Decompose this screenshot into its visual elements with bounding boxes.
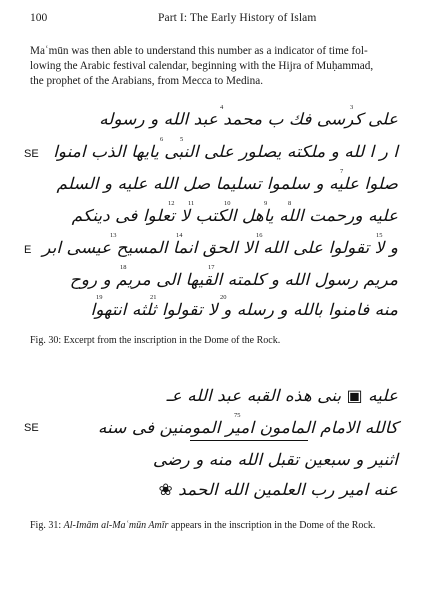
verse-number: 21: [150, 294, 157, 301]
intro-line: lowing the Arabic festival calendar, beginning with the Hijra of Muḥammad,: [30, 60, 374, 73]
intro-line: Maʿmūn was then able to understand this number as a indicator of time fol-: [30, 45, 368, 57]
page-number: 100: [30, 12, 48, 24]
figure-30-caption: Fig. 30: Excerpt from the inscription in the Dome of the Rock.: [30, 335, 281, 346]
margin-mark-se: SE: [24, 422, 39, 434]
inscription-line: عليه ورحمت الله ياهل الكتب لا تعلوا فى دينكم: [71, 206, 398, 226]
verse-number: 8: [288, 200, 292, 207]
inscription-line: عليه ▣ بنى هذه القبه عبد الله عـ: [166, 386, 398, 406]
inscription-line: ا ر ا لله و ملكته يصلور على النبى يايها الذب امنوا: [53, 142, 398, 162]
caption-prefix: Fig. 31:: [30, 520, 64, 531]
highlight-underline: [190, 440, 308, 441]
verse-number: 16: [256, 232, 263, 239]
margin-mark-se: SE: [24, 148, 39, 160]
verse-number: 5: [180, 136, 184, 143]
figure-30-inscription: [20, 102, 410, 324]
margin-mark-e: E: [24, 244, 32, 256]
verse-number: 15: [376, 232, 383, 239]
verse-number: 11: [188, 200, 195, 207]
verse-number: 75: [234, 412, 241, 419]
verse-number: 4: [220, 104, 224, 111]
figure-31-inscription: [20, 364, 410, 508]
running-head: Part I: The Early History of Islam: [158, 12, 317, 24]
caption-suffix: appears in the inscription in the Dome of the Rock.: [168, 520, 376, 531]
inscription-line: صلوا عليه و سلموا تسليما صل الله عليه و السلم: [56, 174, 398, 194]
caption-italic-name: Al-Imām al-Maʿmūn Amīr: [63, 520, 169, 531]
verse-number: 12: [168, 200, 175, 207]
inscription-line: على كرسى فك ب محمد عبد الله و رسوله: [99, 110, 398, 130]
verse-number: 10: [224, 200, 231, 207]
inscription-line: منه فامنوا بالله و رسله و لا تقولوا ثلثه انتهوا: [90, 300, 398, 320]
verse-number: 14: [176, 232, 183, 239]
inscription-line: مريم رسول الله و كلمته القيها الى مريم و روح: [69, 270, 398, 290]
intro-paragraph: [30, 44, 402, 90]
verse-number: 7: [340, 168, 344, 175]
figure-31-caption: [30, 520, 375, 531]
inscription-line: عنه امير رب العلمين الله الحمد ❀: [158, 480, 398, 500]
verse-number: 17: [208, 264, 215, 271]
verse-number: 6: [160, 136, 164, 143]
inscription-line: اثنير و سبعين تقبل الله منه و رضى: [152, 450, 398, 470]
verse-number: 19: [96, 294, 103, 301]
verse-number: 9: [264, 200, 268, 207]
intro-line: the prophet of the Arabians, from Mecca to Medina.: [30, 75, 263, 88]
verse-number: 13: [110, 232, 117, 239]
page-header: [30, 12, 400, 28]
verse-number: 20: [220, 294, 227, 301]
verse-number: 3: [350, 104, 354, 111]
verse-number: 18: [120, 264, 127, 271]
inscription-line: و لا تقولوا على الله الا الحق انما المسيح عيسى ابر: [42, 238, 398, 258]
inscription-line: كالله الامام المامون امير المومنين فى سنه: [97, 418, 398, 438]
